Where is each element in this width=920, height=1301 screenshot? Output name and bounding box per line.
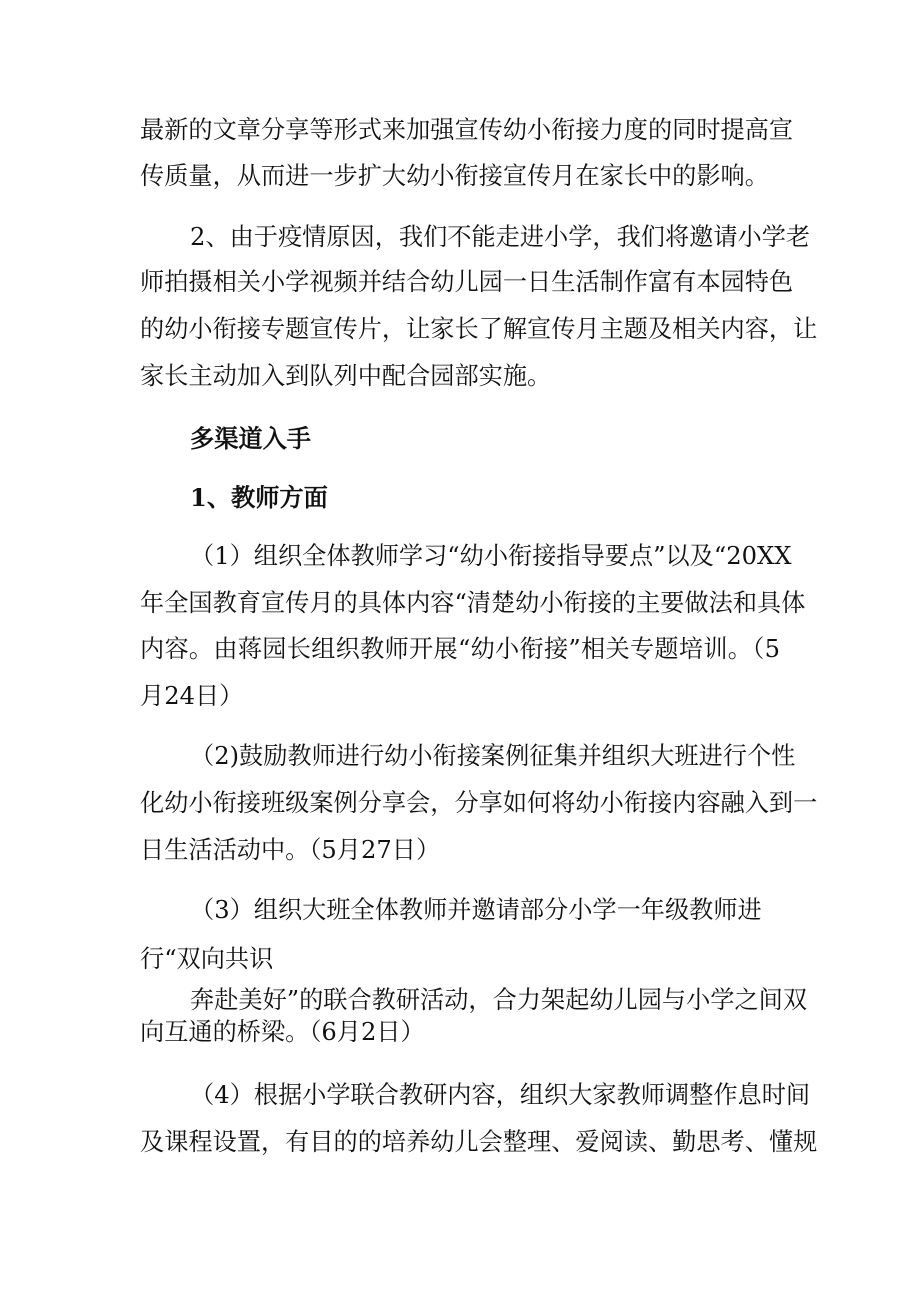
subsection-heading: 1、教师方面	[190, 483, 328, 512]
section-heading: 多渠道入手	[190, 424, 311, 453]
text-line: 向互通的桥梁。（6月2日）	[140, 1018, 425, 1046]
text-line: 行“双向共识	[140, 945, 274, 973]
text-line: 内容。由蒋园长组织教师开展“幼小衔接”相关专题培训。（5	[140, 635, 780, 663]
text-line: 的幼小衔接专题宣传片，让家长了解宣传月主题及相关内容，让	[140, 315, 818, 343]
text-line: 年全国教育宣传月的具体内容“清楚幼小衔接的主要做法和具体	[140, 589, 806, 617]
text-line: 最新的文章分享等形式来加强宣传幼小衔接力度的同时提高宣	[140, 116, 794, 144]
text-line: 奔赴美好”的联合教研活动，合力架起幼儿园与小学之间双	[190, 986, 808, 1014]
text-line: 及课程设置，有目的的培养幼儿会整理、爱阅读、勤思考、懂规	[140, 1128, 818, 1156]
text-line: 日生活活动中。（5月27日）	[140, 836, 441, 864]
text-line: 化幼小衔接班级案例分享会，分享如何将幼小衔接内容融入到一	[140, 789, 818, 817]
text-line: （4）根据小学联合教研内容，组织大家教师调整作息时间	[190, 1081, 811, 1109]
text-line: 2、由于疫情原因，我们不能走进小学，我们将邀请小学老	[190, 223, 811, 251]
text-line: （2)鼓励教师进行幼小衔接案例征集并组织大班进行个性	[190, 742, 796, 770]
text-line: 家长主动加入到队列中配合园部实施。	[140, 362, 552, 390]
text-line: （1）组织全体教师学习“幼小衔接指导要点”以及“20XX	[190, 542, 792, 570]
text-line: （3）组织大班全体教师并邀请部分小学一年级教师进	[190, 896, 762, 924]
text-line: 传质量，从而进一步扩大幼小衔接宣传月在家长中的影响。	[140, 162, 769, 190]
text-line: 师拍摄相关小学视频并结合幼儿园一日生活制作富有本园特色	[140, 268, 794, 296]
text-line: 月24日）	[140, 682, 244, 710]
